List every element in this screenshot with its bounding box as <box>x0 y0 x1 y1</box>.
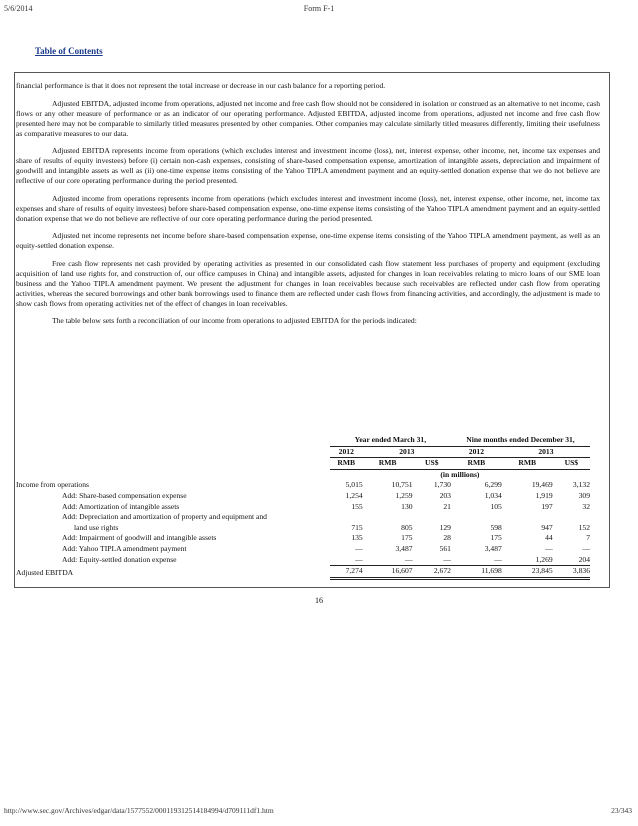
cell-value: 805 <box>401 522 413 532</box>
cell-value: — <box>494 554 502 564</box>
cell-value: — <box>355 554 363 564</box>
currency-header: RMB <box>363 458 413 470</box>
cell-value: 10,751 <box>391 480 413 490</box>
currency-header: RMB <box>451 458 502 470</box>
cell-value: 1,919 <box>535 490 553 500</box>
table-row <box>16 555 590 566</box>
cell-value: 1,254 <box>345 490 363 500</box>
paragraph: Adjusted EBITDA represents income from operations (which excludes interest and investment income (loss), net, interest expense, other income, net, income tax expenses and share of results of equity investees) before (i) certain non-cash expenses, consisting of share-based compensation expense, amortization of intangible assets, depreciation and impairment of goodwill and intangible assets as well as (ii) one-time expense items consisting of the Yahoo TIPLA amendment payment and an equity-settled donation expense that we do not believe are reflective of our core operating performance during the period presented. <box>16 146 600 185</box>
cell-value: 175 <box>490 533 502 543</box>
cell-value: 203 <box>439 490 451 500</box>
total-label: Adjusted EBITDA <box>16 567 74 577</box>
print-title: Form F-1 <box>303 4 335 13</box>
cell-value: 130 <box>401 501 413 511</box>
cell-value: 561 <box>439 543 451 553</box>
footer-url: http://www.sec.gov/Archives/edgar/data/1577552/000119312514184994/d709111df1.htm <box>4 806 274 815</box>
table-row <box>16 544 590 555</box>
cell-value: 152 <box>578 522 590 532</box>
table-row <box>16 480 590 491</box>
cell-value: 204 <box>578 554 590 564</box>
row-label: land use rights <box>74 522 119 532</box>
table-row <box>16 533 590 544</box>
cell-value: 155 <box>351 501 363 511</box>
total-row <box>16 566 590 579</box>
cell-value <box>502 512 553 523</box>
cell-value: 175 <box>401 533 413 543</box>
currency-header: US$ <box>413 458 451 470</box>
cell-value: 28 <box>443 533 451 543</box>
cell-value: 3,487 <box>395 543 413 553</box>
cell-value: 197 <box>541 501 553 511</box>
cell-value: 21 <box>443 501 451 511</box>
paragraph: Adjusted EBITDA, adjusted income from operations, adjusted net income and free cash flow should not be considered in isolation or construed as an alternative to net income, cash flows or any other measure of performance or as an indicator of our operating performance. Adjusted EBITDA, adjusted income from operations, adjusted net income and free cash flow presented here may not be comparable to similarly titled measures presented by other companies. Other companies may calculate similarly titled measures differently, limiting their usefulness as comparative measures to our data. <box>16 98 600 138</box>
cell-value: — <box>355 543 363 553</box>
cell-value: 19,469 <box>531 480 553 490</box>
row-label: Add: Yahoo TIPLA amendment payment <box>62 543 187 553</box>
ebitda-reconciliation-table <box>16 435 590 580</box>
total-value: 7,274 <box>330 566 363 579</box>
cell-value <box>553 512 590 523</box>
cell-value: 1,259 <box>395 490 413 500</box>
row-label: Add: Amortization of intangible assets <box>62 501 180 511</box>
period-header-nine-months: Nine months ended December 31, <box>451 435 590 446</box>
total-value: 3,836 <box>553 566 590 579</box>
cell-value <box>330 512 363 523</box>
total-value: 16,607 <box>363 566 413 579</box>
print-date: 5/6/2014 <box>4 4 33 13</box>
cell-value: 1,730 <box>433 480 451 490</box>
table-row <box>16 523 590 534</box>
row-label: Add: Share-based compensation expense <box>62 490 187 500</box>
cell-value: 715 <box>351 522 363 532</box>
cell-value: 7 <box>586 533 590 543</box>
year-header: 2013 <box>363 446 451 458</box>
cell-value: — <box>582 543 590 553</box>
year-header: 2012 <box>330 446 363 458</box>
cell-value: 598 <box>490 522 502 532</box>
year-header: 2012 <box>451 446 502 458</box>
table-of-contents-link[interactable]: Table of Contents <box>35 46 103 56</box>
units-label: (in millions) <box>440 469 480 479</box>
cell-value: 947 <box>541 522 553 532</box>
footer-page-count: 23/343 <box>611 806 632 815</box>
table-row <box>16 502 590 513</box>
cell-value: 309 <box>578 490 590 500</box>
cell-value: — <box>443 554 451 564</box>
cell-value: 129 <box>439 522 451 532</box>
page-number: 16 <box>315 596 323 605</box>
cell-value: — <box>404 554 413 564</box>
cell-value: 3,487 <box>484 543 502 553</box>
cell-value: 32 <box>582 501 590 511</box>
currency-header: RMB <box>502 458 553 470</box>
cell-value: 5,015 <box>345 480 363 490</box>
row-label: Add: Equity-settled donation expense <box>62 555 177 565</box>
table-row <box>16 512 590 523</box>
currency-header: US$ <box>553 458 590 470</box>
row-label: Add: Depreciation and amortization of property and equipment and <box>62 512 267 522</box>
row-label: Income from operations <box>16 480 89 490</box>
cell-value: 105 <box>490 501 502 511</box>
document-body <box>16 81 600 334</box>
period-header-fiscal: Year ended March 31, <box>330 435 451 446</box>
cell-value: 1,269 <box>535 554 553 564</box>
table-row <box>16 491 590 502</box>
header-row-years <box>16 446 590 458</box>
row-label: Add: Impairment of goodwill and intangible assets <box>62 533 217 543</box>
paragraph: Adjusted net income represents net income before share-based compensation expense, one-time expense items consisting of the Yahoo TIPLA amendment payment, as well as an equity-settled donation expense. <box>16 231 600 250</box>
paragraph: financial performance is that it does not represent the total increase or decrease in our cash balance for a reporting period. <box>16 81 386 90</box>
cell-value <box>363 512 413 523</box>
cell-value: — <box>545 543 553 553</box>
cell-value: 135 <box>351 533 363 543</box>
cell-value: 44 <box>545 533 553 543</box>
paragraph: The table below sets forth a reconciliation of our income from operations to adjusted EBITDA for the periods indicated: <box>52 316 417 325</box>
header-row-units <box>16 469 590 480</box>
header-row-currency <box>16 458 590 470</box>
cell-value: 3,132 <box>572 480 590 490</box>
header-row-periods <box>16 435 590 446</box>
cell-value <box>413 512 451 523</box>
paragraph: Adjusted income from operations represents income from operations (which excludes interest and investment income (loss), net, interest expense, other income, net, income tax expenses and share of results of equity investees) before share-based compensation expense, one-time expense items consisting of the Yahoo TIPLA amendment payment and an equity-settled donation expense that we do not believe are reflective of our core operating performance during the period presented. <box>16 193 600 223</box>
total-value: 23,845 <box>502 566 553 579</box>
cell-value <box>451 512 502 523</box>
cell-value: 1,034 <box>484 490 502 500</box>
year-header: 2013 <box>502 446 590 458</box>
total-value: 11,698 <box>451 566 502 579</box>
cell-value: 6,299 <box>484 480 502 490</box>
currency-header: RMB <box>330 458 363 470</box>
paragraph: Free cash flow represents net cash provided by operating activities as presented in our consolidated cash flow statement less purchases of property and equipment (excluding acquisition of land use rights for, and construction of, our office campuses in China) and intangible assets, adjusted for changes in loan receivables relating to micro loans of our SME loan business and the Yahoo TIPLA amendment payment. We present the adjustment for changes in loan receivables because such receivables are reflected under cash flow from operating activities, whereas the secured borrowings and other bank borrowings used to finance them are reflected under cash flows from financing activities, and accordingly, the adjustment is made to show cash flows from operating activities net of the effect of changes in loan receivables. <box>16 258 600 308</box>
total-value: 2,672 <box>413 566 451 579</box>
